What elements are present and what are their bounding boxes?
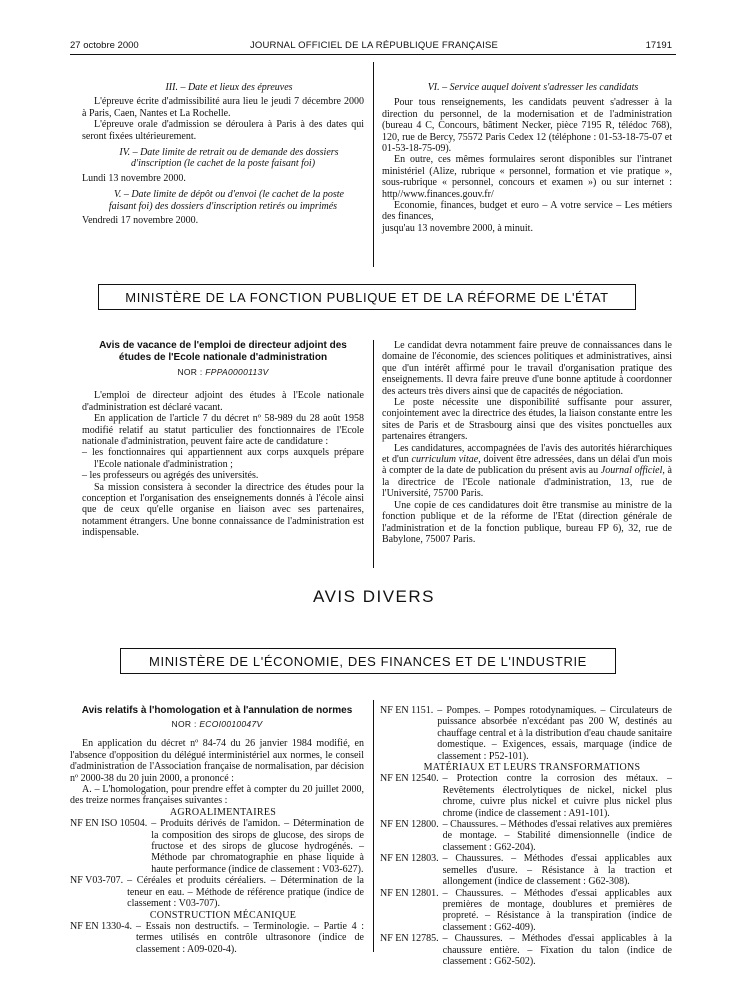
vacance-paragraph-2: En application de l'article 7 du décret nº 58-989 du 28 août 1958 modifié relatif au statut particulier des fonctionnaires de l'Ecole nationale d'administration, peuvent faire acte de candidature : (82, 413, 364, 448)
vacance-right-paragraph-4: Une copie de ces candidatures doit être transmise au ministre de la fonction publique et de la réforme de l'Etat (direction générale de l'administration et de la fonction publique, bureau FP 6), 32, rue de Babylone, 75007 Paris. (382, 499, 672, 545)
page-number: 17191 (645, 40, 672, 51)
norm-text: – Essais non destructifs. – Terminologie. – Partie 4 : termes utilisés en contrôle ultrasonore (indice de classement : A09-020-4). (135, 920, 364, 955)
norm-text: – Protection contre la corrosion des métaux. – Revêtements électrolytiques de nickel, nickel plus chrome, cuivre plus nickel et cuivre plus nickel plus chrome (indice de classement : A91-101). (442, 773, 672, 819)
column-divider-middle (373, 340, 374, 568)
category-materiaux: MATÉRIAUX ET LEURS TRANSFORMATIONS (423, 762, 641, 774)
column-divider-top (373, 62, 374, 267)
norm-item (70, 875, 364, 909)
normes-title: Avis relatifs à l'homologation et à l'annulation de normes (81, 705, 353, 716)
ministry-economie-banner: MINISTÈRE DE L'ÉCONOMIE, DES FINANCES ET DE L'INDUSTRIE (120, 648, 616, 674)
section-6-paragraph-1: Pour tous renseignements, les candidats peuvent s'adresser à la direction du personnel, de la modernisation et de l'administration (bureau 4 C, Concours, bâtiment Necker, pièce 7195 R, télédoc 768), 120, rue de Bercy, 75572 Paris Cedex 12 (téléphone : 01-53-18-75-07 et 01-53-18-75-09). (382, 97, 672, 155)
vacance-paragraph-1: L'emploi de directeur adjoint des études à l'Ecole nationale d'administration est déclaré vacant. (82, 390, 364, 413)
candidatures-text-a: Les candidatures, accompagnées de l'avis des autorités hiérarchiques et d'un (382, 442, 672, 466)
norm-text: – Produits dérivés de l'amidon. – Détermination de la composition des sirops de glucose, des sirops de fructose et des sirops de glucose hydrogénés. – Méthode par chromatographie en phase liquide à haute performance (indice de classement : V03-627). (151, 818, 364, 875)
section-4-title: IV. – Date limite de retrait ou de demande des dossiers d'inscription (le cachet de la poste faisant foi) (119, 147, 339, 170)
vacance-right-column (382, 340, 672, 545)
vacance-nor (82, 367, 364, 378)
journal-title: JOURNAL OFFICIEL DE LA RÉPUBLIQUE FRANÇAISE (249, 40, 499, 51)
norm-item (380, 819, 672, 853)
normes-paragraph-2: A. – L'homologation, pour prendre effet à compter du 20 juillet 2000, des treize normes françaises suivantes : (70, 784, 364, 807)
vacance-right-paragraph-2: Le poste nécessite une disponibilité suffisante pour assurer, conjointement avec la directrice des études, la liaison constante entre les sites de Paris et de Strasbourg ainsi que des visites ponctuelles aux partenaires étrangers. (382, 397, 672, 443)
norm-label: NF EN 12800. (380, 819, 439, 831)
norm-label: NF EN 12785. (380, 933, 439, 945)
section-6-paragraph-3: Economie, finances, budget et euro – A votre service – Les métiers des finances, (382, 200, 672, 223)
norm-text: – Céréales et produits céréaliers. – Détermination de la teneur en eau. – Méthode de référence pratique (indice de classement : V03-707). (127, 875, 364, 910)
norm-item (380, 773, 672, 819)
section-3-paragraph-1: L'épreuve écrite d'admissibilité aura lieu le jeudi 7 décembre 2000 à Paris, Caen, Nantes et La Rochelle. (82, 96, 364, 119)
vacance-title: Avis de vacance de l'emploi de directeur adjoint des études de l'Ecole nationale d'administration (99, 340, 347, 363)
norm-label: NF EN 12801. (380, 887, 439, 899)
avis-divers-heading: AVIS DIVERS (313, 587, 435, 606)
norm-item (380, 705, 672, 762)
norm-label: NF EN 1151. (380, 705, 434, 716)
section-4-date: Lundi 13 novembre 2000. (82, 172, 186, 184)
top-left-column (82, 82, 364, 226)
vacance-right-paragraph-1: Le candidat devra notamment faire preuve de connaissances dans le domaine de l'économie, des sciences politiques et administratives, ainsi que d'un intérêt affirmé pour le travail d'organisation pratique des enseignements. Il devra faire preuve d'une bonne aptitude à coordonner des acteurs très divers ainsi que de capacités de négociation. (382, 340, 672, 397)
norm-text: – Chaussures. – Méthodes d'essai applicables aux premières de montage, doublures et premières de propreté. – Résistance à la transpiration (indice de classement : G62-409). (442, 887, 672, 933)
section-6-paragraph-4: jusqu'au 13 novembre 2000, à minuit. (382, 222, 533, 234)
norm-label: NF V03-707. (70, 875, 124, 887)
candidatures-text-c: , à la directrice de l'Ecole nationale d'administration, 13, rue de l'Université, 75700 Paris. (382, 465, 672, 500)
category-agroalimentaires: AGROALIMENTAIRES (169, 806, 277, 818)
normes-left-column (70, 705, 364, 955)
vacance-left-column (82, 340, 364, 539)
norm-text: – Chaussures. – Méthodes d'essai applicables aux semelles d'usure. – Résistance à la traction et allongement (indice de classement : G62-308). (442, 853, 672, 888)
normes-right-column (380, 705, 672, 967)
normes-nor-code: ECOI0010047V (199, 719, 263, 729)
vacance-nor-code: FPPA0000113V (205, 367, 269, 377)
norm-text: – Chaussures. – Méthodes d'essai applicables à la chaussure entière. – Fixation du talon (indice de classement : G62-502). (442, 933, 672, 967)
category-construction-mecanique: CONSTRUCTION MÉCANIQUE (149, 909, 297, 921)
vacance-list-item-1: – les fonctionnaires qui appartiennent aux corps auxquels prépare l'Ecole nationale d'administration ; (82, 447, 364, 470)
norm-label: NF EN 12540. (380, 773, 439, 785)
norm-item (380, 933, 672, 967)
header-rule (70, 54, 676, 55)
section-3-paragraph-2: L'épreuve orale d'admission se déroulera à Paris à des dates qui seront fixées ultérieurement. (82, 119, 364, 142)
section-6-title: VI. – Service auquel doivent s'adresser les candidats (427, 82, 639, 93)
normes-nor (70, 719, 364, 730)
norm-item (380, 888, 672, 934)
norm-label: NF EN 12803. (380, 853, 439, 865)
journal-officiel-text: Journal officiel (600, 465, 663, 477)
vacance-paragraph-3: Sa mission consistera à seconder la directrice des études pour la conception et l'organisation des enseignements donnés à l'école ainsi que de ceux qu'elle organise en liaison avec ses partenaires, notamment étrangers. Une bonne connaissance de l'administration est indispensable. (82, 481, 364, 539)
section-5-date: Vendredi 17 novembre 2000. (82, 215, 199, 227)
norm-text: – Pompes. – Pompes rotodynamiques. – Circulateurs de puissance absorbée n'excédant pas 200 W, destinés au chauffage central et à la distribution d'eau chaude sanitaire domestique. – Exigences, essais, marquage (indice de classement : P52-101). (437, 705, 672, 762)
section-6-paragraph-2: En outre, ces mêmes formulaires seront disponibles sur l'intranet ministériel (Alize, rubrique « personnel, formation et vie pratique », sous-rubrique « personnel, concours et examen ») ou sur internet : http//www.finances.gouv.fr/ (382, 154, 672, 200)
vacance-list-item-2: – les professeurs ou agrégés des universités. (82, 470, 259, 482)
curriculum-vitae-text: curriculum vitae (411, 454, 479, 466)
norm-item (70, 921, 364, 955)
candidatures-text-b: , doivent être adressées, dans un délai d'un mois à compter de la date de publication du présent avis au (382, 454, 672, 477)
column-divider-bottom (373, 700, 374, 952)
norm-label: NF EN ISO 10504. (70, 818, 148, 830)
norm-item (70, 818, 364, 875)
norm-item (380, 853, 672, 887)
section-3-title: III. – Date et lieux des épreuves (165, 82, 293, 93)
issue-date: 27 octobre 2000 (70, 40, 139, 51)
section-5-title: V. – Date limite de dépôt ou d'envoi (le cachet de la poste faisant foi) des dossiers d'inscription retirés ou imprimés (108, 189, 344, 212)
ministry-fonction-publique-banner: MINISTÈRE DE LA FONCTION PUBLIQUE ET DE LA RÉFORME DE L'ÉTAT (98, 284, 636, 310)
norm-text: – Chaussures. – Méthodes d'essai relatives aux premières de montage. – Stabilité dimensionnelle (indice de classement : G62-204). (442, 819, 672, 853)
top-right-column (382, 82, 672, 234)
vacance-nor-label: NOR : (177, 367, 203, 377)
normes-paragraph-1: En application du décret nº 84-74 du 26 janvier 1984 modifié, en l'absence d'opposition du délégué interministériel aux normes, le conseil d'administration de l'Association française de normalisation, par décision nº 2000-38 du 20 juin 2000, a prononcé : (70, 738, 364, 784)
vacance-right-paragraph-3 (382, 443, 672, 500)
normes-nor-label: NOR : (171, 719, 197, 729)
norm-label: NF EN 1330-4. (70, 920, 132, 932)
